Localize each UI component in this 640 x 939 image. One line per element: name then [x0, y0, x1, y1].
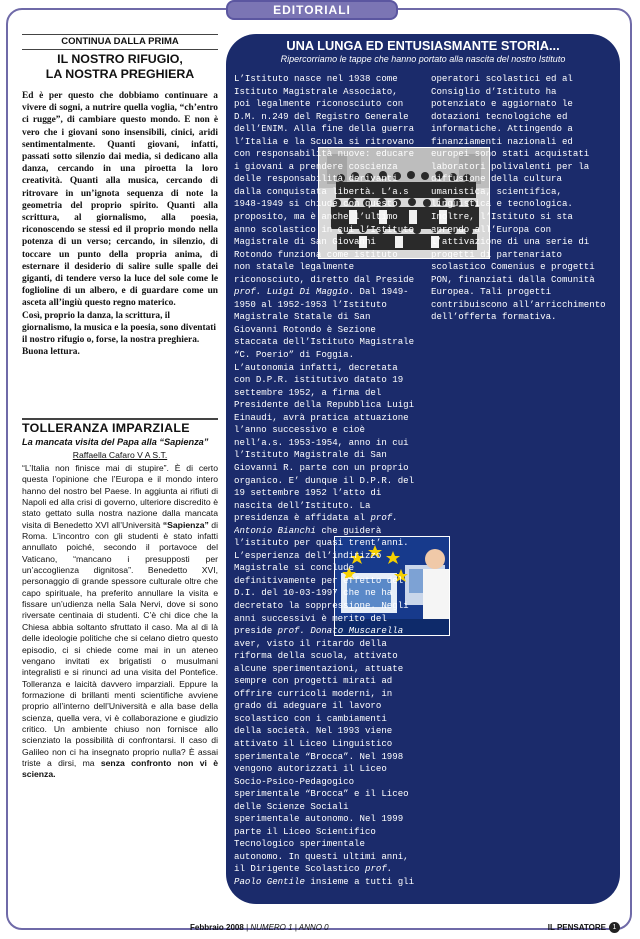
article-2-closing: senza confronto non vi è scienza.	[22, 757, 218, 780]
feature-text: . Dal 1949-1950 al 1952-1953 l’Istituto Magistrale Statale di San Giovanni Rotondo è Sezione staccata dell’Istituto Magistrale “C. Poerio” di Foggia. L’autonomia infatti, decretata con D.P.R. istitutivo datato 19 settembre 1952, a firma del Presidente della Repubblica Luigi Einaudi, avrà pratica attuazione l’anno successivo e cioè nell’a.s. 1953-1954, anno in cui l’Istituto Magistrale di San Giovanni R. parte con un proprio organico. E’ dunque il D.P.R. del 19 settembre 1952 l’atto di nascita dell’Istituto. La presidenza è affidata al	[234, 286, 415, 524]
article-separator	[22, 418, 218, 420]
feature-text: insieme a tutti gli operatori scolastici ed al Consiglio d’Istituto ha potenziato e aggiornato le dotazioni tecnologiche ed informatiche. Attingendo a finanziamenti nazionali ed europei sono stati acquistati laboratori polivalenti per la diffusione della cultura umanistica, scientifica, linguistica e tecnologica. Inoltre, l’Istituto si sta aprendo all’Europa con l’attivazione di una serie di progetti di partenariato scolastico Comenius e progetti PON, finanziati dalla Comunità Europea. Tali progetti contribuiscono all’arricchimento dell’offerta formativa.	[304, 73, 606, 887]
article-2-title: TOLLERANZA IMPARZIALE	[22, 421, 190, 435]
section-tab: EDITORIALI	[226, 0, 398, 20]
article-2-text: “L’Italia non finisce mai di stupire”. È di certo questa l’opinione che l’Europa e il mondo intero hanno del nostro bel Paese. In aggiunta ai rifiuti di Napoli ed alla crisi di governo, ulteriore discredito è stato gettato sulla nostra nazione dalla mancata visita di Benedetto XVI all’Università	[22, 463, 218, 530]
feature-person: prof. Paolo Gentile	[234, 863, 393, 887]
feature-paragraph	[234, 73, 612, 893]
article-2-body	[22, 463, 218, 903]
footer-issue: | NUMERO 1 | ANNO 0	[246, 923, 329, 932]
article-1-title-line1: IL NOSTRO RIFUGIO,	[57, 52, 183, 66]
article-1-title	[22, 52, 218, 82]
article-1-paragraph: Così, proprio la danza, la scrittura, il giornalismo, la musica e la poesia, sono diventati il nostro rifugio o, forse, la nostra preghiera. Buona lettura.	[22, 310, 217, 358]
feature-body	[234, 73, 612, 903]
feature-text: aver, visto il ritardo della riforma della scuola, attivato alcune sperimentazioni, attuate sempre con progetti mirati ad offrire curricoli moderni, in grado di adeguare il lavoro scolastico con i cambiamenti della società. Nel 1993 viene attivato il Liceo Linguistico sperimentale “Brocca”. Nel 1998 vengono autorizzati il Liceo Socio-Psico-Pedagogico sperimentale “Brocca” e il Liceo delle Scienze Sociali sperimentale autonomo. Nel 1999 parte il Liceo Scientifico Tecnologico sperimentale autonomo. In questi ultimi anni, il Dirigente Scolastico	[234, 637, 409, 875]
article-1-body	[22, 90, 218, 420]
footer-publication: IL PENSATORE	[547, 923, 606, 932]
feature-subtitle: Ripercorriamo le tappe che hanno portato alla nascita del nostro Istituto	[280, 54, 566, 64]
feature-person: prof. Donato Muscarella	[277, 625, 404, 637]
article-2-paragraph	[22, 463, 218, 781]
article-2-subtitle: La mancata visita del Papa alla “Sapienza”	[22, 437, 209, 447]
feature-text: che guiderà l’istituto per quasi trent’anni. L’esperienza dell’indirizzo Magistrale si conclude definitivamente per effetto del D.I. del 10-03-1997 che ne ha decretato la soppressione. Negli anni successivi è merito del preside	[234, 524, 409, 637]
page-footer	[20, 923, 620, 935]
footer-issue-info	[190, 923, 329, 932]
article-2-author: Raffaella Cafaro V A S.T.	[72, 450, 168, 460]
feature-title: UNA LUNGA ED ENTUSIASMANTE STORIA...	[286, 38, 560, 53]
feature-text: L’Istituto nasce nel 1938 come Istituto Magistrale Associato, poi legalmente riconosciuto con D.M. n.249 del Registro Generale dell’ENIM. Alla fine della guerra l’Italia e la Scuola si ritrovano con responsabilità nuove: educare i giovani a prendere coscienza delle responsabilità derivanti dalla conquistata libertà. L’a.s 1948-1949 si chiude con questo proposito, ma è anche l’ultimo anno scolastico in cui l’Istituto Magistrale di San Giovanni Rotondo funziona come istituto non statale legalmente riconosciuto, diretto dal Preside	[234, 73, 415, 285]
feature-story	[234, 73, 612, 893]
footer-date: Febbraio 2008	[190, 923, 244, 932]
continued-label: CONTINUA DALLA PRIMA	[22, 34, 218, 50]
feature-person: prof. Antonio Bianchi	[234, 512, 398, 536]
article-2-text: di Roma. L’incontro con gli studenti è stato infatti annullato poiché, secondo il portavoce del Vaticano, “mancano i presupposti per un’accoglienza dignitosa”. Benedetto XVI, personaggio di grande spessore culturale oltre che capo spirituale, ha preferito annullare la visita e fissare un’udienza nella Sala Nervi, dove si sono riversate centinaia di studenti. C’è chi dice che la Chiesa abbia soltanto sfruttato il caso. Ma al di là delle ideologie politiche che si celano dietro questo episodio, ci si chiede come mai in un ateneo vengano invitati ex brigatisti o musulmani integralisti e si rinunci ad una visita del Pontefice. Tolleranza e laicità davvero imparziali. Eppure la formazione di brillanti menti scientifiche avviene proprio all’interno dell’Università e alla base della scienza, quella vera, vi è collaborazione e giudizio critico. Un ambiente chiuso non fornisce allo scienziato la possibilità di confrontarsi. Il caso di Galileo non ci ha insegnato proprio nulla? È assai triste a dirsi, ma	[22, 519, 218, 768]
page-number: 1	[609, 922, 620, 933]
feature-person: prof. Luigi Di Maggio	[234, 286, 349, 298]
article-2-bold-term: “Sapienza”	[162, 519, 209, 530]
article-1-paragraph: Ed è per questo che dobbiamo continuare a vivere di sogni, a nutrire quella voglia, “ch’entro ci rugge”, di cambiare questo mondo. E non è vero che i giovani sono insensibili, cinici, aridi sentimentalmente. Quanti giovani, infatti, passati sotto silenzio dai media, si dedicano alla danza, cercando in una piroetta la loro creatività. Quanti alla musica, cercando di ritrovare in un’ignota sequenza di note la geometria del proprio spirito. Quanti alla scrittura, al giornalismo, alla poesia, riconoscendo se stessi ed il proprio mondo nella potenza di un verso; cercando, in silenzio, di toccare un punto della propria anima, di esternare il desiderio di salire sulle spalle dei giganti, di tendere verso la luce del sole come le foglioline di un albero, e di guardare come un asceta all’ingiù questo regno materico.	[22, 91, 218, 309]
article-1-title-line2: LA NOSTRA PREGHIERA	[45, 67, 195, 81]
